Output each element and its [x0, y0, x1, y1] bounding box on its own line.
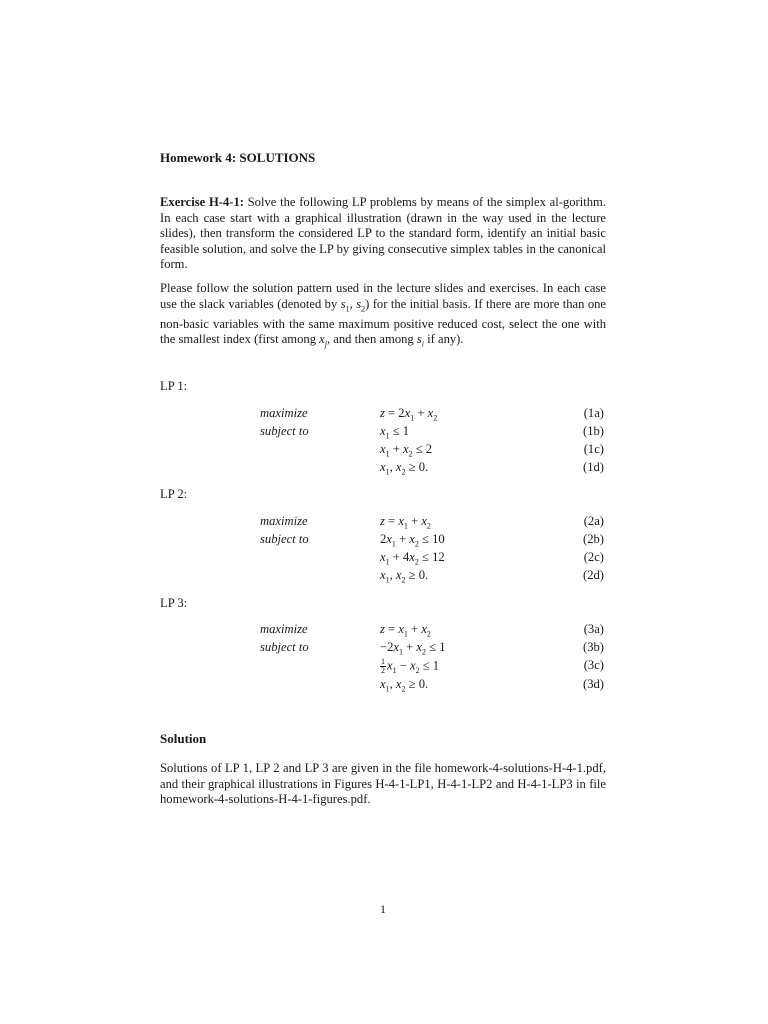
lp3-constraint: $\frac{1}{2}$ $x_1 - x_2 \le 1$	[381, 657, 440, 675]
slack-vars-math: s	[340, 296, 346, 311]
exercise-text: Solve the following LP problems by means of the simplex al-gorithm. In each case start with a graphical illustration (drawn in the way used in the lecture slides), then transform the considered LP to the standard form, identify an initial basic feasible solution, and solve the LP by giving consecutive simplex tables in the canonical form.	[160, 195, 606, 272]
lp1-row-c	[160, 442, 606, 458]
equation-number: (3c)	[583, 658, 604, 672]
lp2-constraint: $x_1 + 4x_2 \le 12$	[380, 550, 445, 567]
lp3-label: LP 3:	[160, 596, 188, 610]
lp2-row-c	[160, 550, 606, 566]
lp2-objective: $z = x_1 + x_2$	[380, 514, 431, 531]
lp1-keyword: subject to	[260, 424, 309, 438]
lp1-constraint: $x_1 \le 1$	[380, 424, 410, 441]
solution-heading: Solution	[160, 731, 207, 746]
page-title: Homework 4: SOLUTIONS	[160, 150, 316, 165]
equation-number: (3b)	[583, 640, 604, 654]
lp3-row-c	[160, 658, 606, 674]
lp1-constraint: $x_1 + x_2 \le 2$	[380, 442, 433, 459]
solution-paragraph: Solutions of LP 1, LP 2 and LP 3 are given in the file homework-4-solutions-H-4-1.pdf, and their graphical illustrations in Figures H-4-1-LP1, H-4-1-LP2 and H-4-1-LP3 in file homework-4-solutions-H-4-1-figures.pdf.	[160, 761, 606, 807]
lp3-nonnegativity: $x_1$, $x_2 \ge 0$.	[380, 677, 429, 694]
lp3-keyword: subject to	[260, 640, 309, 654]
equation-number: (1c)	[583, 442, 604, 456]
lp2-row-d	[160, 568, 606, 584]
instructions-text-3: , and then among	[326, 332, 417, 347]
instructions-text-2: ) for the initial basis. If there are more than one non-basic variables with the same maximum positive reduced cost, select the one with the smallest index (first among	[160, 296, 607, 347]
exercise-label: Exercise H-4-1:	[160, 195, 244, 209]
equation-number: (2c)	[583, 550, 604, 564]
lp3-objective: $z = x_1 + x_2$	[380, 622, 431, 639]
equation-number: (3a)	[583, 622, 604, 636]
equation-number: (1b)	[583, 424, 604, 438]
equation-number: (2d)	[583, 568, 604, 582]
equation-number: (1d)	[583, 460, 604, 474]
lp3-constraint: $-2x_1 + x_2 \le 1$	[380, 640, 446, 657]
instructions-text-4: if any).	[424, 332, 464, 347]
equation-number: (2a)	[583, 514, 604, 528]
equation-number: (1a)	[583, 406, 604, 420]
lp2-nonnegativity: $x_1$, $x_2 \ge 0$.	[380, 568, 429, 585]
lp2-row-b	[160, 532, 606, 548]
lp2-label: LP 2:	[160, 487, 188, 501]
lp1-row-a	[160, 406, 606, 422]
instructions-paragraph: Please follow the solution pattern used in the lecture slides and exercises. In each case use the slack variables (denoted by $s_1$, $s_2$) for the initial basis. If there are more than one non-basic variables with the same maximum positive reduced cost, select the one with the smallest index (first among $x_j$, and then among $s_i$ if any).	[160, 281, 607, 349]
lp3-keyword: maximize	[260, 622, 308, 636]
lp1-nonnegativity: $x_1$, $x_2 \ge 0$.	[380, 460, 429, 477]
lp3-row-a	[160, 622, 606, 638]
lp1-label: LP 1:	[160, 379, 188, 393]
lp2-row-a	[160, 514, 606, 530]
lp1-objective: $z = 2x_1 + x_2$	[380, 406, 438, 423]
lp1-row-b	[160, 424, 606, 440]
lp1-keyword: maximize	[260, 406, 308, 420]
equation-number: (2b)	[583, 532, 604, 546]
lp2-keyword: subject to	[260, 532, 309, 546]
lp3-row-b	[160, 640, 606, 656]
lp3-row-d	[160, 677, 606, 693]
si-math: $s_i$	[416, 332, 424, 349]
page-number: 1	[380, 902, 386, 916]
exercise-paragraph	[160, 195, 606, 273]
xj-math: $x_j$	[319, 332, 327, 349]
instructions-text-1: Please follow the solution pattern used in the lecture slides and exercises. In each case use the slack variables (denoted by	[160, 281, 606, 311]
lp1-row-d	[160, 460, 606, 476]
equation-number: (3d)	[583, 677, 604, 691]
lp2-keyword: maximize	[260, 514, 308, 528]
fraction-one-half: $\frac{1}{2}$	[381, 657, 385, 675]
lp2-constraint: $2x_1 + x_2 \le 10$	[380, 532, 445, 549]
